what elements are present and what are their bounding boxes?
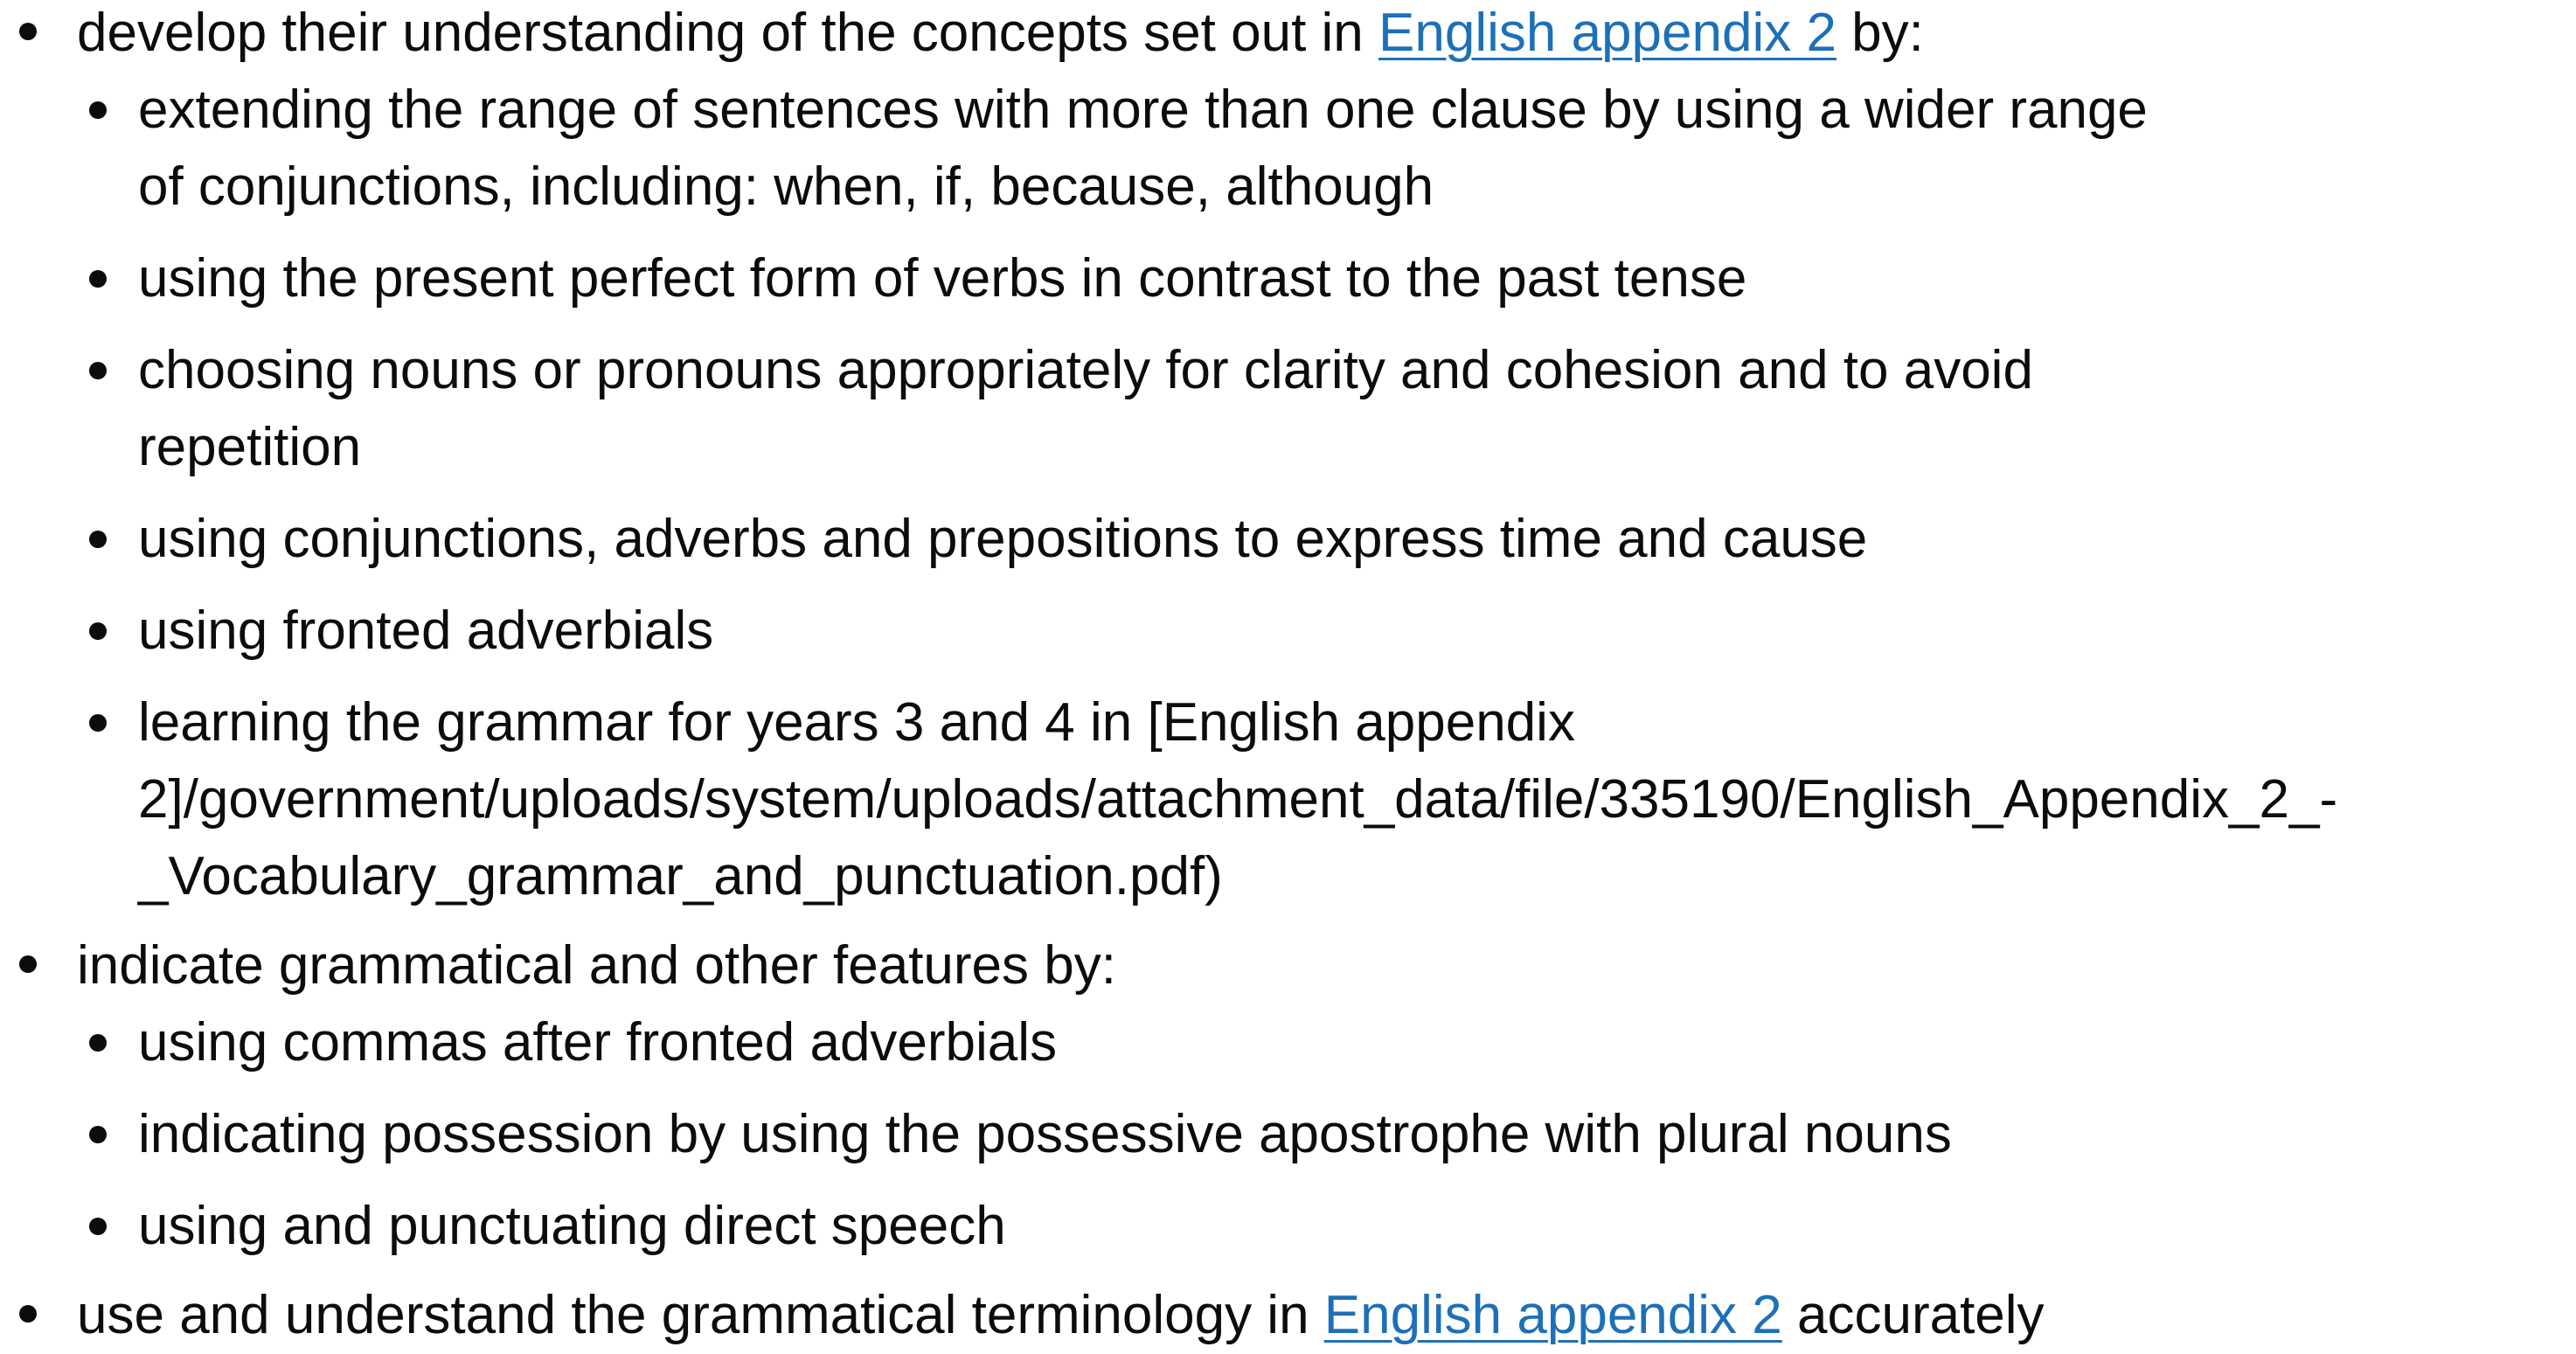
sub-list-item	[77, 240, 2576, 317]
sub-list-item-line: of conjunctions, including: when, if, because, although	[138, 156, 1434, 217]
bullet-icon	[89, 1126, 107, 1143]
list-item-suffix: accurately	[1781, 1285, 2045, 1345]
sub-list-item	[77, 684, 2576, 915]
sub-list-item	[77, 1004, 2576, 1081]
bullet-icon	[89, 1034, 107, 1052]
sub-list-item	[77, 332, 2576, 486]
english-appendix-2-link[interactable]: English appendix 2	[1323, 1285, 1782, 1345]
bullet-icon	[19, 955, 37, 973]
bullet-icon	[89, 714, 107, 732]
list-item-text	[77, 0, 2576, 72]
english-appendix-2-link[interactable]: English appendix 2	[1378, 3, 1837, 63]
bullet-icon	[89, 531, 107, 548]
list-item-indicate-features	[0, 927, 2576, 1265]
sub-list-item	[77, 1188, 2576, 1265]
sub-list-item-line: choosing nouns or pronouns appropriately for clarity and cohesion and to avoid	[138, 340, 2033, 400]
bullet-icon	[89, 101, 107, 119]
sub-list-item-line: using the present perfect form of verbs in contrast to the past tense	[138, 248, 1747, 309]
list-item-text: indicate grammatical and other features by:	[77, 935, 1116, 996]
bullet-icon	[89, 622, 107, 640]
bullet-icon	[89, 362, 107, 379]
sub-list-item-line: 2]/government/uploads/system/uploads/attachment_data/file/335190/English_Appendix_2_-	[138, 769, 2338, 830]
list-item-prefix: develop their understanding of the concepts set out in	[77, 3, 1378, 63]
list-item-prefix: use and understand the grammatical terminology in	[77, 1285, 1324, 1345]
sub-list	[77, 72, 2576, 915]
sub-list-item-line: learning the grammar for years 3 and 4 in [English appendix	[138, 692, 1575, 753]
bullet-icon	[89, 1218, 107, 1235]
sub-list-item-line: using fronted adverbials	[138, 601, 714, 661]
sub-list	[77, 1004, 2576, 1265]
list-item-use-terminology	[0, 1277, 2576, 1354]
bullet-icon	[89, 270, 107, 288]
sub-list-item-line: repetition	[138, 417, 362, 477]
sub-list-item-line: using conjunctions, adverbs and prepositions to express time and cause	[138, 509, 1868, 569]
list-item-text	[77, 1277, 2576, 1354]
list-item-suffix: by:	[1836, 3, 1924, 63]
sub-list-item	[77, 593, 2576, 670]
bullet-icon	[19, 1305, 37, 1323]
sub-list-item-line: indicating possession by using the possessive apostrophe with plural nouns	[138, 1104, 1952, 1164]
sub-list-item	[77, 501, 2576, 578]
sub-list-item	[77, 1096, 2576, 1173]
sub-list-item-line: using and punctuating direct speech	[138, 1196, 1006, 1256]
sub-list-item-line: _Vocabulary_grammar_and_punctuation.pdf)	[138, 846, 1223, 906]
sub-list-item-line: extending the range of sentences with more than one clause by using a wider range	[138, 80, 2148, 140]
bullet-icon	[19, 23, 37, 40]
sub-list-item-line: using commas after fronted adverbials	[138, 1012, 1058, 1073]
sub-list-item	[77, 72, 2576, 226]
